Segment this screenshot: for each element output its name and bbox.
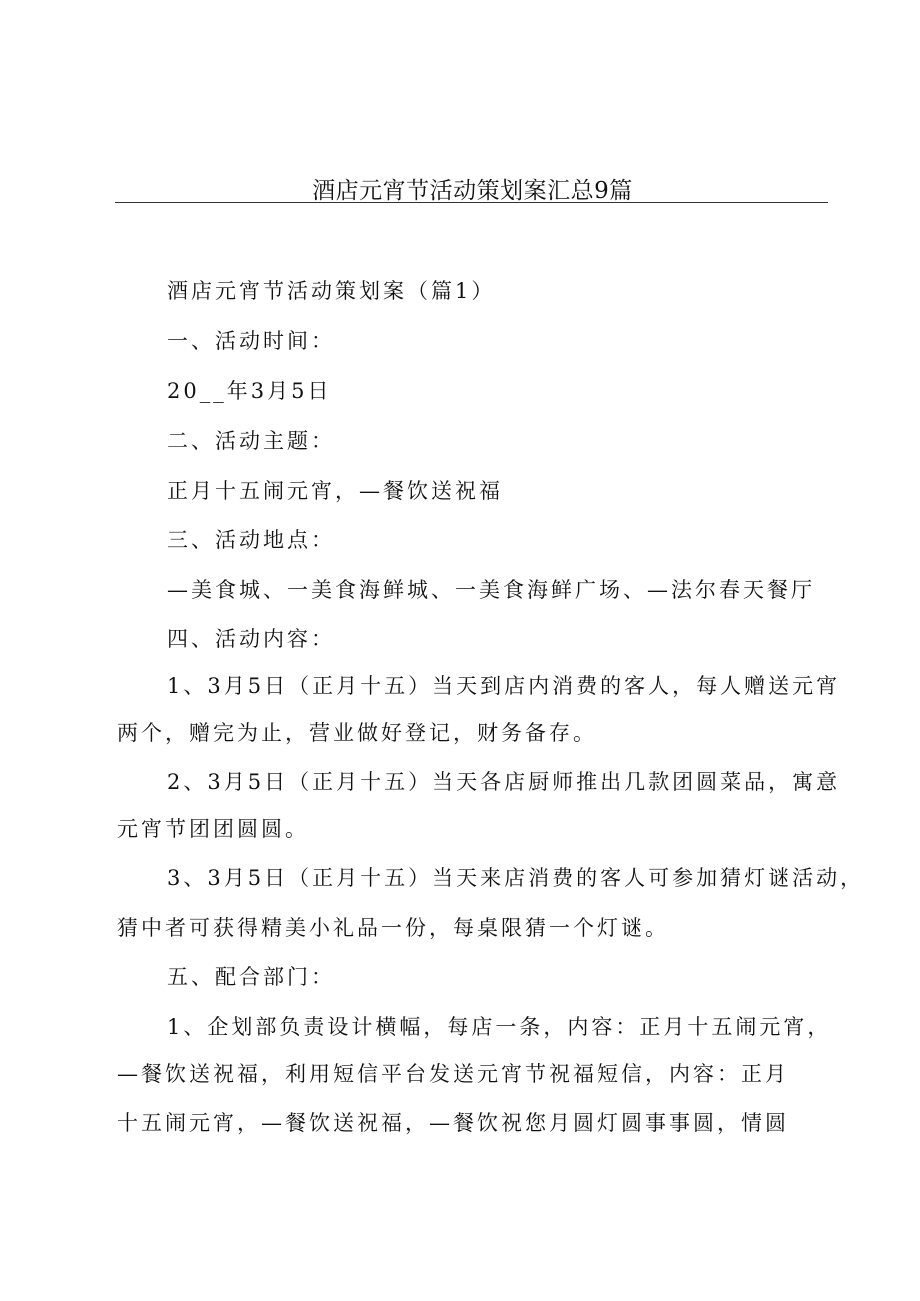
heading-activity-location: 三、活动地点： <box>167 528 335 552</box>
content-item-3-line-2: 猜中者可获得精美小礼品一份，每桌限猜一个灯谜。 <box>117 916 669 940</box>
content-item-3-line-1: 3、3月5日（正月十五）当天来店消费的客人可参加猜灯谜活动， <box>167 866 865 890</box>
document-title: 酒店元宵节活动策划案汇总9篇 <box>312 178 633 204</box>
department-item-1-line-3: 十五闹元宵，—餐饮送祝福，—餐饮祝您月圆灯圆事事圆，情圆 <box>117 1111 789 1135</box>
content-item-1-line-1: 1、3月5日（正月十五）当天到店内消费的客人，每人赠送元宵 <box>167 674 841 698</box>
section-heading: 酒店元宵节活动策划案（篇1） <box>167 279 496 303</box>
content-item-2-line-2: 元宵节团团圆圆。 <box>117 817 309 841</box>
activity-theme-text: 正月十五闹元宵，—餐饮送祝福 <box>167 479 503 503</box>
department-item-1-line-2: —餐饮送祝福，利用短信平台发送元宵节祝福短信，内容：正月 <box>117 1062 789 1086</box>
heading-departments: 五、配合部门： <box>167 965 335 989</box>
activity-location-text: —美食城、一美食海鲜城、一美食海鲜广场、—法尔春天餐厅 <box>167 578 815 602</box>
content-item-2-line-1: 2、3月5日（正月十五）当天各店厨师推出几款团圆菜品，寓意 <box>167 770 841 794</box>
content-item-1-line-2: 两个，赠完为止，营业做好登记，财务备存。 <box>117 721 597 745</box>
activity-date: 20__年3月5日 <box>167 379 332 403</box>
department-item-1-line-1: 1、企划部负责设计横幅，每店一条，内容：正月十五闹元宵， <box>167 1015 832 1039</box>
heading-activity-content: 四、活动内容： <box>167 627 335 651</box>
title-underline <box>115 202 828 203</box>
heading-activity-theme: 二、活动主题： <box>167 429 335 453</box>
heading-activity-time: 一、活动时间： <box>167 329 335 353</box>
